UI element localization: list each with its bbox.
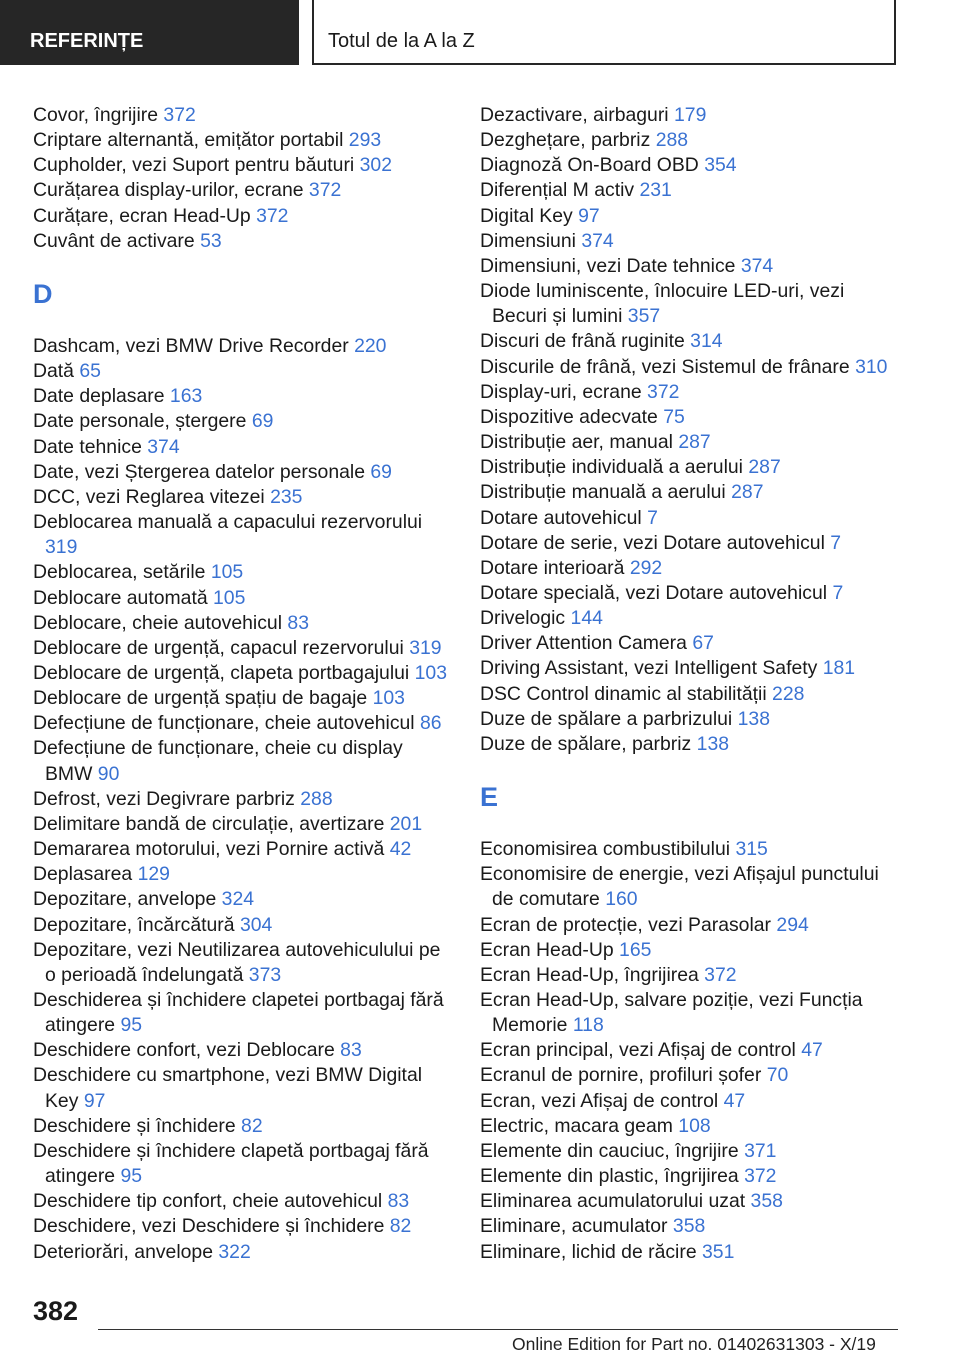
index-entry-text: Distribuție aer, manual: [480, 431, 673, 454]
index-page-link[interactable]: 83: [387, 1190, 410, 1213]
index-entry-text: Demararea motorului, vezi Pornire activă: [33, 838, 385, 861]
index-page-link[interactable]: 201: [389, 812, 423, 835]
index-entry-text: Deschidere tip confort, cheie autovehicul: [33, 1190, 383, 1213]
index-page-link[interactable]: 293: [348, 129, 382, 152]
index-page-link[interactable]: 324: [221, 888, 255, 911]
index-column-right: [480, 103, 900, 1265]
index-entry-text: Cupholder, vezi Suport pentru băuturi: [33, 154, 355, 177]
index-page-link[interactable]: 179: [674, 104, 707, 126]
index-entry: [33, 384, 451, 409]
index-entry-text: Ecran, vezi Afișaj de control: [480, 1089, 719, 1112]
index-entry-text: Elemente din cauciuc, îngrijire: [480, 1139, 739, 1162]
index-page-link[interactable]: 103: [414, 661, 447, 684]
index-page-link[interactable]: 315: [735, 838, 768, 861]
index-page-link[interactable]: 53: [200, 229, 222, 252]
index-entry-text: Economisire de energie, vezi Afișajul punctului de comutare: [480, 863, 879, 911]
index-entry: [480, 1189, 900, 1214]
index-entry: [480, 128, 900, 153]
index-entry-text: Eliminare, lichid de răcire: [480, 1240, 697, 1263]
index-entry: [480, 531, 900, 556]
index-page-link[interactable]: 138: [696, 732, 730, 755]
index-entry: [33, 485, 451, 510]
footer-edition: Online Edition for Part no. 01402631303 - X/19: [512, 1334, 876, 1354]
index-page-link[interactable]: 105: [210, 561, 244, 584]
index-entry: [33, 1114, 451, 1139]
index-entry: [33, 586, 451, 611]
index-entry-text: Ecran Head-Up: [480, 938, 614, 961]
index-entry: [480, 430, 900, 455]
index-entry: [480, 1038, 900, 1063]
index-entry: [480, 556, 900, 581]
index-entry: [33, 1063, 451, 1113]
index-page-link[interactable]: 310: [855, 355, 888, 378]
index-page-link[interactable]: 90: [97, 762, 120, 785]
index-entry: [480, 1063, 900, 1088]
index-entry-text: Diferențial M activ: [480, 179, 635, 202]
index-page-link[interactable]: 372: [256, 204, 289, 227]
index-entry-text: Ecran principal, vezi Afișaj de control: [480, 1039, 796, 1062]
index-entry-text: Covor, îngrijire: [33, 104, 159, 126]
index-entry: [480, 480, 900, 505]
index-page-link[interactable]: 374: [147, 435, 180, 458]
index-entry: [33, 103, 451, 128]
index-entry: [33, 1038, 451, 1063]
index-entry: [33, 153, 451, 178]
index-entry: [480, 631, 900, 656]
index-page-link[interactable]: 75: [663, 405, 685, 428]
index-entry: [480, 254, 900, 279]
index-entry-text: Dotare specială, vezi Dotare autovehicul: [480, 581, 828, 604]
index-entry: [480, 279, 900, 329]
index-page-link[interactable]: 138: [737, 707, 770, 730]
index-entry: [33, 938, 451, 988]
index-entry: [480, 606, 900, 631]
index-entry-text: Deschiderea și închidere clapetei portbagaj fără atingere: [33, 989, 444, 1037]
index-page-link[interactable]: 69: [370, 460, 392, 483]
index-entry: [33, 435, 451, 460]
index-entry: [33, 887, 451, 912]
index-entry: [33, 178, 451, 203]
index-page-link[interactable]: 288: [655, 129, 689, 152]
index-entry-text: Eliminare, acumulator: [480, 1215, 668, 1238]
index-letter-heading: D: [33, 278, 53, 309]
index-entry: [480, 204, 900, 229]
index-entry-text: Deschidere confort, vezi Deblocare: [33, 1039, 335, 1062]
index-page-link[interactable]: 287: [678, 431, 711, 454]
index-page-link[interactable]: 165: [619, 938, 652, 961]
index-entry-text: Ecran de protecție, vezi Parasolar: [480, 913, 772, 936]
index-entry: [33, 736, 451, 786]
index-entry: [480, 103, 900, 128]
index-page-link[interactable]: 83: [340, 1039, 362, 1062]
index-page-link[interactable]: 118: [572, 1014, 604, 1037]
index-entry-text: Economisirea combustibilului: [480, 838, 731, 861]
index-entry: [33, 128, 451, 153]
index-entry: [33, 229, 451, 254]
index-entry: [480, 913, 900, 938]
index-entry-text: Deblocarea, setările: [33, 561, 206, 584]
index-page-link[interactable]: 95: [120, 1014, 143, 1037]
index-entry-text: Dezghețare, parbriz: [480, 129, 651, 152]
index-entry-text: Deschidere și închidere: [33, 1114, 236, 1137]
index-entry-text: Duze de spălare a parbrizului: [480, 707, 733, 730]
index-letter-heading: E: [480, 782, 499, 813]
index-entry: [480, 938, 900, 963]
index-entry: [480, 656, 900, 681]
index-page-link[interactable]: 373: [248, 963, 282, 986]
index-entry-text: Curățare, ecran Head-Up: [33, 204, 251, 227]
index-page-link[interactable]: 144: [570, 607, 603, 630]
index-entry-text: Criptare alternantă, emițător portabil: [33, 129, 344, 152]
index-page-link[interactable]: 69: [251, 410, 274, 433]
index-page-link[interactable]: 358: [750, 1190, 783, 1213]
index-page-link[interactable]: 302: [359, 154, 392, 177]
index-page-link[interactable]: 304: [239, 913, 273, 936]
index-entry-text: Electric, macara geam: [480, 1114, 673, 1137]
index-entry-text: Depozitare, vezi Neutilizarea autovehiculului pe o perioadă îndelungată: [33, 938, 441, 986]
index-entry-text: Date deplasare: [33, 385, 165, 408]
index-page-link[interactable]: 314: [690, 330, 723, 353]
index-entry: [33, 204, 451, 229]
index-entry-text: Date personale, ștergere: [33, 410, 247, 433]
index-page-link[interactable]: 372: [704, 963, 737, 986]
index-page-link[interactable]: 160: [605, 888, 638, 911]
index-entry: [33, 560, 451, 585]
index-entry-text: Eliminarea acumulatorului uzat: [480, 1190, 746, 1213]
index-entry-text: Driving Assistant, vezi Intelligent Safety: [480, 657, 818, 680]
index-page-link[interactable]: 220: [354, 334, 387, 357]
index-page-link[interactable]: 372: [308, 179, 342, 202]
index-entry: [480, 837, 900, 862]
index-page-link[interactable]: 42: [389, 838, 412, 861]
index-page-link[interactable]: 103: [372, 687, 405, 710]
index-page-link[interactable]: 294: [776, 913, 809, 936]
index-entry-text: Dată: [33, 360, 74, 383]
index-entry: [33, 988, 451, 1038]
index-page-link[interactable]: 97: [578, 204, 600, 227]
index-entry: [33, 510, 451, 560]
index-page-link[interactable]: 105: [213, 586, 246, 609]
index-page-link[interactable]: 86: [420, 712, 442, 735]
index-page-link[interactable]: 83: [287, 611, 309, 634]
index-entry: [33, 1189, 451, 1214]
index-column-left: [33, 103, 451, 1265]
index-entry-text: Display-uri, ecrane: [480, 380, 642, 403]
index-entry: [480, 963, 900, 988]
index-entry-text: Defecțiune de funcționare, cheie cu display BMW: [33, 737, 403, 785]
index-entry-text: Deplasarea: [33, 863, 133, 886]
index-entry: [480, 1089, 900, 1114]
index-entry: [480, 1139, 900, 1164]
page-number: 382: [33, 1296, 79, 1326]
index-page-link[interactable]: 372: [163, 104, 196, 126]
index-entry-text: Distribuție manuală a aerului: [480, 481, 726, 504]
index-entry: [480, 405, 900, 430]
index-page-link[interactable]: 322: [218, 1240, 251, 1263]
index-entry: [480, 581, 900, 606]
index-entry-text: Ecranul de pornire, profiluri șofer: [480, 1064, 762, 1087]
index-entry-text: Deschidere cu smartphone, vezi BMW Digital Key: [33, 1064, 423, 1112]
index-page-link[interactable]: 7: [832, 581, 844, 604]
index-entry: [480, 1114, 900, 1139]
index-entry-text: Date tehnice: [33, 435, 142, 458]
index-entry-text: Diagnoză On-Board OBD: [480, 154, 699, 177]
index-entry: [33, 1139, 451, 1189]
index-entry-text: Discurile de frână, vezi Sistemul de frânare: [480, 355, 850, 378]
index-entry: [480, 229, 900, 254]
index-entry-text: Drivelogic: [480, 607, 566, 630]
index-entry-text: Discuri de frână ruginite: [480, 330, 685, 353]
index-entry: [33, 837, 451, 862]
index-entry-text: Ecran Head-Up, îngrijirea: [480, 963, 699, 986]
index-entry: [33, 913, 451, 938]
index-entry-text: Driver Attention Camera: [480, 632, 687, 655]
index-entry: [33, 611, 451, 636]
index-entry-text: Dimensiuni, vezi Date tehnice: [480, 254, 736, 277]
index-entry-text: Deschidere, vezi Deschidere și închidere: [33, 1215, 385, 1238]
index-entry: [480, 682, 900, 707]
index-page-link[interactable]: 95: [120, 1165, 143, 1188]
index-entry-text: Deblocare de urgență, capacul rezervorului: [33, 636, 404, 659]
index-page-link[interactable]: 371: [744, 1139, 777, 1162]
index-page-link[interactable]: 292: [629, 556, 663, 579]
index-entry: [33, 460, 451, 485]
index-entry: [480, 707, 900, 732]
index-entry: [480, 178, 900, 203]
index-page-link[interactable]: 67: [692, 632, 714, 655]
index-entry-text: Deblocare de urgență spațiu de bagaje: [33, 687, 368, 710]
index-entry: [33, 686, 451, 711]
index-entry-text: Dezactivare, airbaguri: [480, 104, 669, 126]
index-page-link[interactable]: 372: [647, 380, 680, 403]
index-page-link[interactable]: 7: [830, 531, 842, 554]
index-entry: [33, 711, 451, 736]
index-entry-text: Dispozitive adecvate: [480, 405, 658, 428]
index-entry: [33, 661, 451, 686]
index-entry-text: Duze de spălare, parbriz: [480, 732, 692, 755]
index-entry-text: DSC Control dinamic al stabilității: [480, 682, 767, 705]
header-section-label: REFERINȚE: [30, 30, 144, 52]
index-entry: [33, 787, 451, 812]
index-page-link[interactable]: 287: [731, 481, 764, 504]
index-entry: [480, 1240, 900, 1265]
index-page-link[interactable]: 70: [766, 1064, 789, 1087]
index-page-link[interactable]: 228: [772, 682, 805, 705]
index-entry-text: Elemente din plastic, îngrijirea: [480, 1165, 739, 1188]
index-entry-text: Digital Key: [480, 204, 573, 227]
index-page-link[interactable]: 288: [300, 787, 333, 810]
index-page-link[interactable]: 354: [704, 154, 737, 177]
index-entry: [480, 1214, 900, 1239]
index-entry-text: Deblocare de urgență, clapeta portbagajului: [33, 661, 410, 684]
index-page-link[interactable]: 358: [672, 1215, 706, 1238]
index-entry-text: Dotare interioară: [480, 556, 625, 579]
index-entry: [480, 329, 900, 354]
index-entry: [33, 409, 451, 434]
index-entry: [33, 1240, 451, 1265]
index-page-link[interactable]: 372: [744, 1165, 777, 1188]
index-entry-text: Deblocare, cheie autovehicul: [33, 611, 283, 634]
index-entry: [33, 862, 451, 887]
index-entry-text: Depozitare, încărcătură: [33, 913, 235, 936]
index-page-link[interactable]: 129: [137, 863, 170, 886]
index-entry: [33, 1214, 451, 1239]
index-entry-text: Dashcam, vezi BMW Drive Recorder: [33, 334, 349, 357]
index-page-link[interactable]: 82: [389, 1215, 412, 1238]
index-page-link[interactable]: 97: [83, 1089, 106, 1112]
index-entry-text: Cuvânt de activare: [33, 229, 195, 252]
index-entry: [480, 380, 900, 405]
index-page-link[interactable]: 65: [79, 360, 101, 383]
header-title: Totul de la A la Z: [328, 30, 475, 52]
index-entry: [480, 455, 900, 480]
index-entry: [33, 812, 451, 837]
index-entry: [480, 862, 900, 912]
index-entry: [33, 636, 451, 661]
index-entry-text: Defrost, vezi Degivrare parbriz: [33, 787, 295, 810]
index-entry-text: Dotare autovehicul: [480, 506, 642, 529]
index-entry: [480, 153, 900, 178]
index-page-link[interactable]: 163: [169, 385, 203, 408]
index-page-link[interactable]: 374: [581, 229, 614, 252]
index-page-link[interactable]: 47: [801, 1039, 823, 1062]
index-entry-text: Ecran Head-Up, salvare poziție, vezi Funcția Memorie: [480, 989, 863, 1037]
index-entry: [480, 988, 900, 1038]
index-page-link[interactable]: 7: [647, 506, 658, 529]
index-entry-text: Deblocare automată: [33, 586, 208, 609]
index-entry-text: Dimensiuni: [480, 229, 576, 252]
index-entry: [33, 359, 451, 384]
index-page-link[interactable]: 319: [409, 636, 442, 659]
index-entry-text: Deteriorări, anvelope: [33, 1240, 213, 1263]
index-page-link[interactable]: 47: [723, 1089, 746, 1112]
index-entry-text: Diode luminiscente, înlocuire LED-uri, vezi Becuri și lumini: [480, 280, 845, 328]
index-entry-text: Delimitare bandă de circulație, avertizare: [33, 812, 385, 835]
index-entry: [33, 334, 451, 359]
index-page-link[interactable]: 82: [241, 1114, 263, 1137]
index-entry-text: Defecțiune de funcționare, cheie autovehicul: [33, 712, 415, 735]
index-entry-text: Deblocarea manuală a capacului rezervorului: [33, 511, 423, 534]
index-page-link[interactable]: 374: [740, 254, 774, 277]
index-page-link[interactable]: 231: [639, 179, 672, 202]
index-page-link[interactable]: 287: [748, 456, 781, 479]
index-page-link[interactable]: 235: [270, 485, 303, 508]
footer-divider: [98, 1329, 898, 1330]
index-entry-text: Deschidere și închidere clapetă portbagaj fără atingere: [33, 1139, 429, 1188]
index-page-link[interactable]: 351: [702, 1240, 735, 1263]
header-section-tab: [0, 0, 299, 65]
index-entry: [480, 506, 900, 531]
index-entry: [480, 1164, 900, 1189]
index-entry-text: DCC, vezi Reglarea vitezei: [33, 485, 265, 508]
index-page-link[interactable]: 357: [627, 305, 661, 328]
header-title-box: [312, 0, 896, 65]
index-page-link[interactable]: 181: [822, 657, 856, 680]
index-entry-text: Curățarea display-urilor, ecrane: [33, 179, 304, 202]
index-entry-text: Depozitare, anvelope: [33, 888, 217, 911]
index-page-link[interactable]: 319: [45, 536, 78, 559]
index-entry: [480, 355, 900, 380]
index-entry: [480, 732, 900, 757]
index-entry-text: Date, vezi Ștergerea datelor personale: [33, 460, 365, 483]
index-entry-text: Dotare de serie, vezi Dotare autovehicul: [480, 531, 825, 554]
index-page-link[interactable]: 108: [678, 1114, 711, 1137]
index-entry-text: Distribuție individuală a aerului: [480, 456, 743, 479]
